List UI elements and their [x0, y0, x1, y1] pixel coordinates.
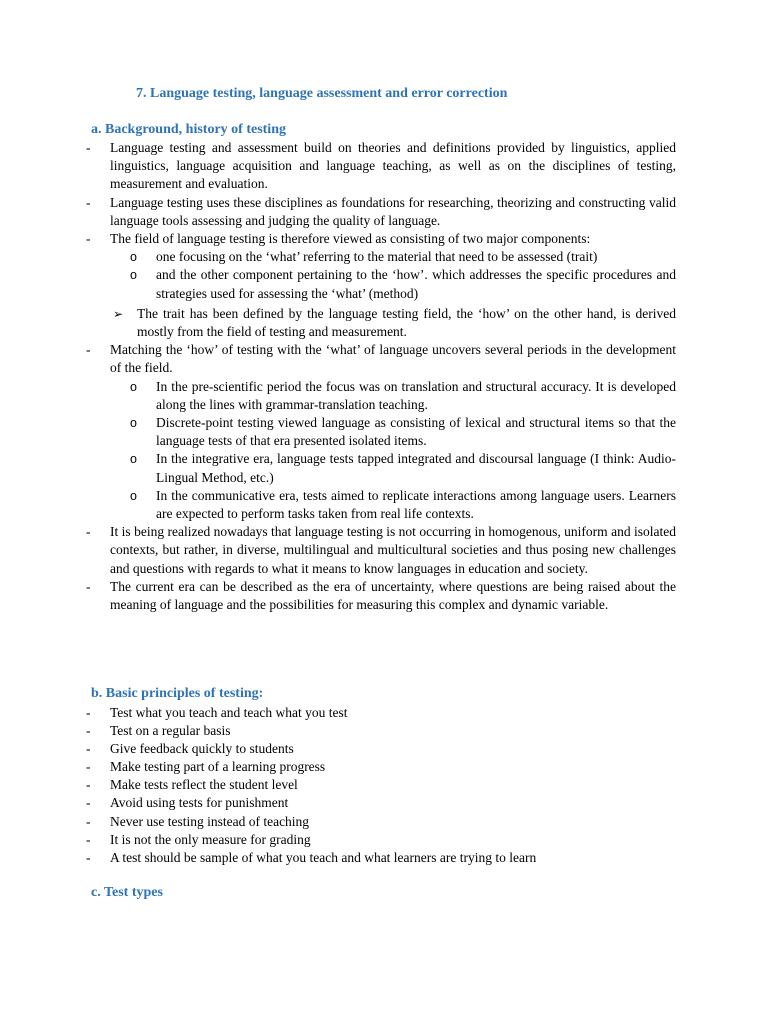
list-item	[86, 722, 676, 740]
list-item-text: It is being realized nowadays that language testing is not occurring in homogenous, uniform and isolated contexts, but rather, in diverse, multilingual and multicultural societies and thus posing new challenges and questions with regards to what it means to know languages in education and society.	[110, 524, 676, 576]
dash-bullet: -	[86, 849, 91, 865]
list-item	[86, 831, 676, 849]
list-item-text: Make testing part of a learning progress	[110, 759, 326, 775]
list-item-text: Discrete-point testing viewed language as consisting of lexical and structural items so that the language tests of that era presented isolated items.	[156, 415, 676, 449]
list-item	[86, 704, 676, 722]
list-item	[86, 194, 676, 230]
circle-bullet: o	[130, 379, 137, 394]
dash-bullet: -	[86, 741, 91, 757]
list-item	[86, 341, 676, 377]
dash-bullet: -	[86, 831, 91, 847]
list-item	[86, 740, 676, 758]
sub-list-item	[130, 266, 676, 302]
list-item-text: In the pre-scientific period the focus was on translation and structural accuracy. It is developed along the lines with grammar-translation teaching.	[156, 378, 676, 412]
dash-bullet: -	[86, 777, 91, 793]
list-item-text: Make tests reflect the student level	[110, 777, 298, 793]
list-item-text: The current era can be described as the era of uncertainty, where questions are being raised about the meaning of language and the possibilities for measuring this complex and dynamic variable.	[110, 578, 676, 613]
dash-bullet: -	[86, 524, 91, 540]
list-item	[86, 230, 676, 248]
list-item-text: Test what you teach and teach what you test	[110, 705, 348, 720]
list-item-text: and the other component pertaining to the ‘how’. which addresses the specific procedures and strategies used for assessing the ‘what’ (method)	[156, 267, 676, 301]
circle-bullet: o	[130, 268, 137, 283]
arrow-list-item	[113, 305, 676, 341]
sub-list-item	[130, 414, 676, 450]
list-item-text: The trait has been defined by the language testing field, the ‘how’ on the other hand, is derived mostly from the field of testing and measurement.	[137, 305, 676, 340]
list-item	[86, 776, 676, 794]
dash-bullet: -	[86, 759, 91, 775]
circle-bullet: o	[130, 250, 137, 265]
dash-bullet: -	[86, 231, 91, 247]
dash-bullet: -	[86, 194, 91, 210]
list-item-text: In the communicative era, tests aimed to replicate interactions among language users. Learners are expected to perform tasks taken from real life contexts.	[156, 487, 676, 522]
sub-list-item	[130, 378, 676, 414]
dash-bullet: -	[86, 578, 91, 594]
dash-bullet: -	[86, 140, 91, 155]
section-c-heading: c. Test types	[91, 885, 163, 900]
list-item-text: Language testing and assessment build on theories and definitions provided by linguistics, applied linguistics, language acquisition and language teaching, as well as on the disciplines of testing, measurement and evaluation.	[110, 140, 676, 192]
list-item-text: Language testing uses these disciplines as foundations for researching, theorizing and constructing valid language tools assessing and judging the quality of language.	[110, 194, 676, 228]
list-item-text: Matching the ‘how’ of testing with the ‘what’ of language uncovers several periods in the development of the field.	[110, 342, 676, 376]
section-b-body	[86, 704, 676, 867]
list-item-text: In the integrative era, language tests tapped integrated and discoursal language (I think: Audio-Lingual Method, etc.)	[156, 451, 676, 485]
list-item-text: Avoid using tests for punishment	[110, 795, 289, 811]
circle-bullet: o	[130, 452, 137, 467]
section-b-heading: b. Basic principles of testing:	[91, 686, 264, 701]
list-item-text: A test should be sample of what you teach and what learners are trying to learn	[110, 849, 537, 865]
dash-bullet: -	[86, 705, 91, 720]
sub-list-item	[130, 248, 676, 266]
sub-list-item	[130, 450, 676, 486]
list-item-text: Test on a regular basis	[110, 723, 231, 739]
section-a-body	[86, 139, 676, 614]
dash-bullet: -	[86, 723, 91, 739]
list-item	[86, 813, 676, 831]
arrow-bullet-icon: ➢	[113, 306, 124, 321]
list-item	[86, 849, 676, 867]
dash-bullet: -	[86, 813, 91, 829]
circle-bullet: o	[130, 416, 137, 431]
list-item	[86, 139, 676, 194]
circle-bullet: o	[130, 488, 137, 503]
dash-bullet: -	[86, 795, 91, 811]
list-item-text: The field of language testing is therefore viewed as consisting of two major components:	[110, 231, 591, 247]
document-title: 7. Language testing, language assessment and error correction	[136, 86, 508, 101]
section-a-heading: a. Background, history of testing	[91, 122, 286, 137]
list-item	[86, 523, 676, 578]
sub-list-item	[130, 487, 676, 523]
list-item-text: one focusing on the ‘what’ referring to the material that need to be assessed (trait)	[156, 249, 598, 265]
list-item	[86, 794, 676, 812]
list-item-text: Give feedback quickly to students	[110, 741, 294, 757]
list-item-text: It is not the only measure for grading	[110, 831, 311, 847]
dash-bullet: -	[86, 342, 91, 358]
list-item	[86, 578, 676, 614]
list-item	[86, 758, 676, 776]
list-item-text: Never use testing instead of teaching	[110, 813, 310, 829]
